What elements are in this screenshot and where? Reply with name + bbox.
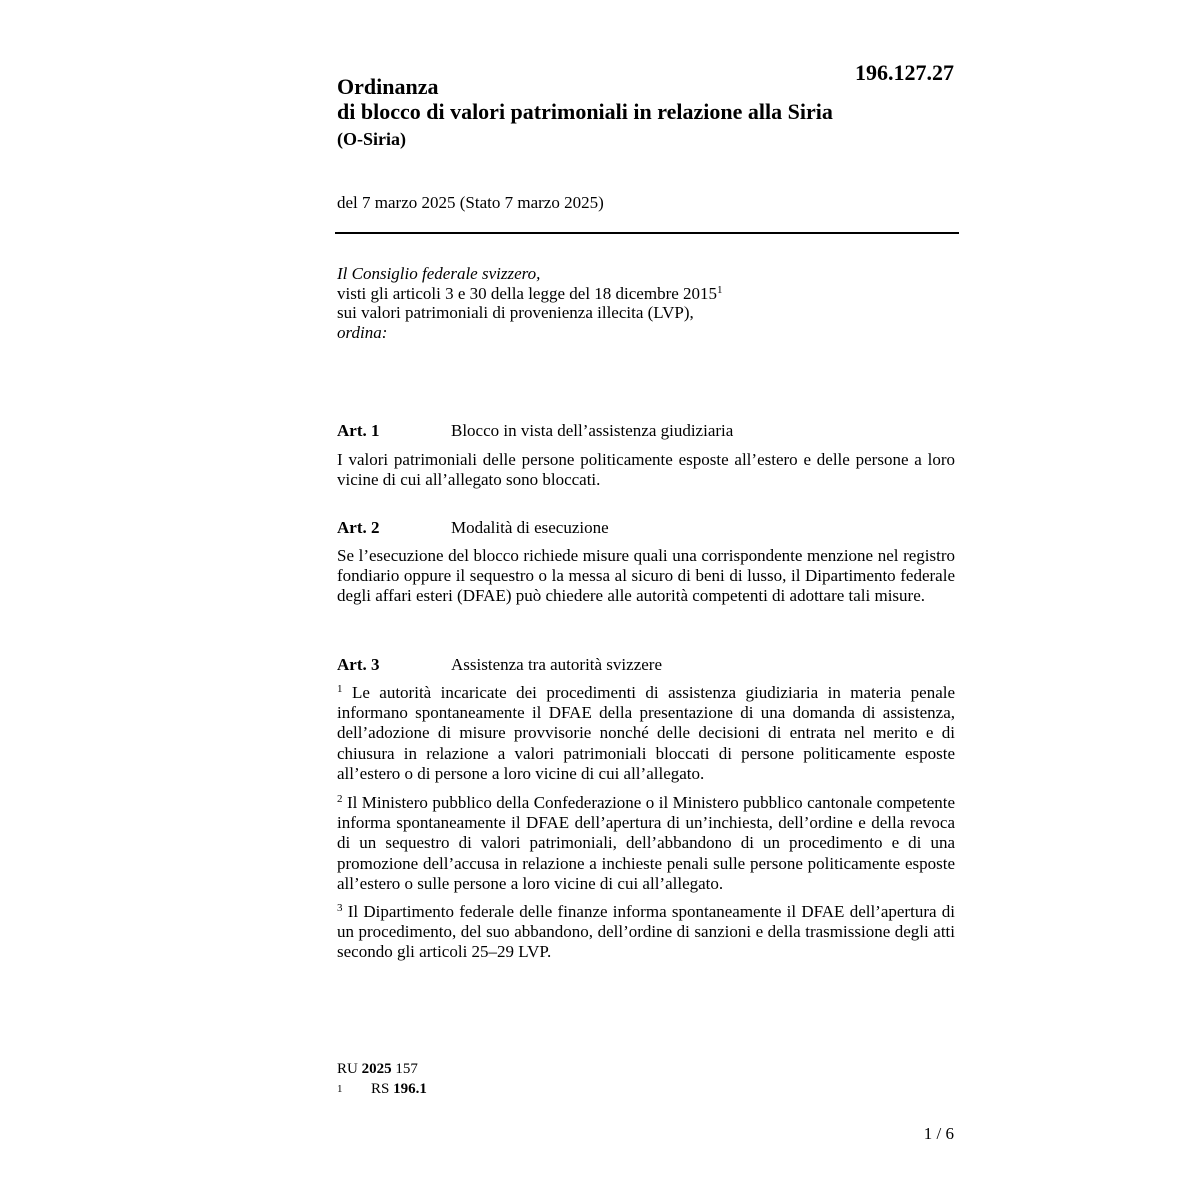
article-1-number: Art. 1	[337, 421, 380, 440]
article-3-paragraph-3	[337, 902, 955, 963]
preamble	[337, 264, 957, 342]
ru-page: 157	[395, 1061, 418, 1077]
footnote-reference[interactable]: 1	[717, 283, 723, 296]
article-2-body	[337, 546, 955, 607]
paragraph-text: Il Ministero pubblico della Confederazione o il Ministero pubblico cantonale competente informa spontaneamente il DFAE dell’apertura di un’inchiesta, dell’ordine e della revoca di un sequestro di valori patrimoniali, dell’abbandono di un procedimento e di una promozione dell’accusa in relazione a inchieste penali sulle persone politicamente esposte all’estero o sulle persone a loro vicine di cui all’allegato.	[337, 793, 956, 893]
paragraph-number: 1	[337, 683, 343, 695]
paragraph-text: Il Dipartimento federale delle finanze informa spontaneamente il DFAE dell’apertura di un procedimento, del suo abbandono, dell’ordine di sanzioni e della trasmissione degli atti secondo gli articoli 25–29 LVP.	[337, 902, 955, 962]
ru-prefix: RU	[337, 1061, 358, 1077]
preamble-legal-basis	[337, 284, 957, 304]
article-3-number: Art. 3	[337, 655, 380, 674]
legal-basis-line-2: sui valori patrimoniali di provenienza illecita (LVP),	[337, 303, 694, 322]
article-2-heading: Modalità di esecuzione	[451, 518, 609, 537]
footnote-prefix: RS	[371, 1081, 390, 1097]
page-number: 1 / 6	[923, 1124, 954, 1143]
ru-year: 2025	[361, 1061, 392, 1077]
document-date: del 7 marzo 2025 (Stato 7 marzo 2025)	[337, 193, 604, 212]
document-title	[337, 74, 833, 124]
legal-basis-line-1: visti gli articoli 3 e 30 della legge del 18 dicembre 2015	[337, 283, 718, 303]
official-compilation-reference	[337, 1059, 427, 1079]
paragraph-text: Le autorità incaricate dei procedimenti di assistenza giudiziaria in materia penale informano spontaneamente il DFAE della presentazione di una domanda di assistenza, dell’adozione di misure provvisorie nonché delle decisioni di entrata nel merito e di chiusura in relazione a valori patrimoniali bloccati di persone politicamente esposte all’estero o di persone a loro vicine di cui all’allegato.	[337, 683, 956, 783]
footnote-1	[337, 1079, 427, 1099]
article-1-heading: Blocco in vista dell’assistenza giudiziaria	[451, 421, 734, 440]
article-2-number: Art. 2	[337, 518, 380, 537]
article-1-paragraph: I valori patrimoniali delle persone politicamente esposte all’estero e delle persone a loro vicine di cui all’allegato sono bloccati.	[337, 450, 955, 490]
article-3-paragraph-1	[337, 683, 955, 784]
preamble-enactment: ordina:	[337, 322, 388, 342]
article-2-header	[337, 518, 609, 538]
article-3-paragraph-2	[337, 793, 955, 894]
paragraph-number: 2	[337, 793, 343, 805]
title-line-1: Ordinanza	[337, 74, 439, 99]
title-line-2: di blocco di valori patrimoniali in relazione alla Siria	[337, 99, 833, 124]
article-1-header	[337, 421, 733, 441]
preamble-authority: Il Consiglio federale svizzero,	[337, 264, 541, 283]
article-2-paragraph: Se l’esecuzione del blocco richiede misure quali una corrispondente menzione nel registro fondiario oppure il sequestro o la messa al sicuro di beni di lusso, il Dipartimento federale degli affari esteri (DFAE) può chiedere alle autorità competenti di adottare tali misure.	[337, 546, 955, 606]
footnote-number: 1	[337, 1083, 343, 1095]
footnote-link[interactable]: 196.1	[393, 1081, 427, 1097]
sr-number: 196.127.27	[855, 60, 954, 85]
document-abbreviation: (O-Siria)	[337, 129, 406, 149]
article-3-heading: Assistenza tra autorità svizzere	[451, 655, 662, 674]
article-3-header	[337, 655, 662, 675]
header-divider	[335, 232, 959, 234]
article-1-body	[337, 450, 955, 490]
paragraph-number: 3	[337, 902, 343, 914]
page-footer	[337, 1059, 427, 1099]
